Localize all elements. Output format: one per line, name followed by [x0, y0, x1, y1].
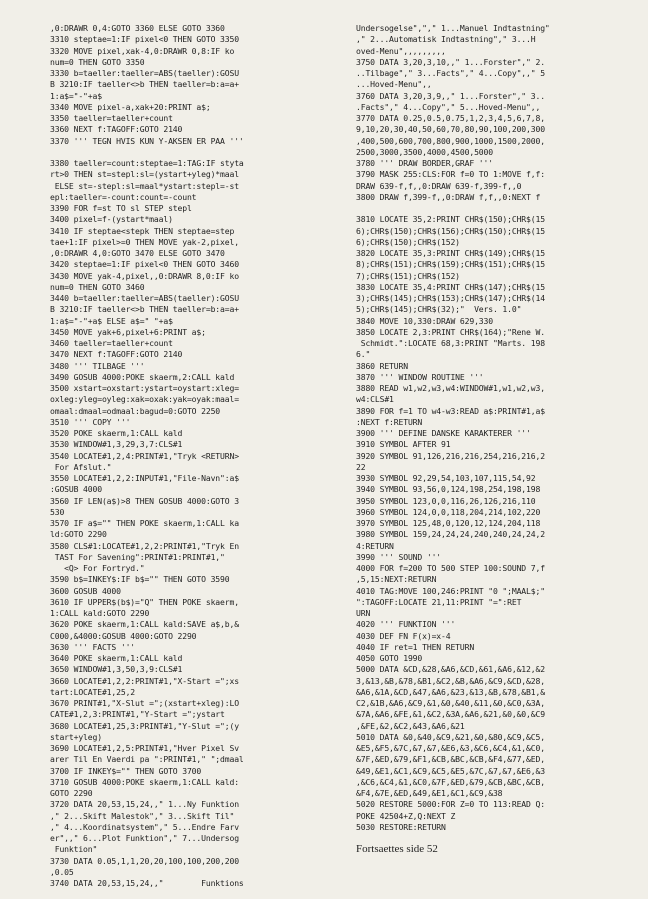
code-line: oxleg:yleg=oyleg:xak=oxak:yak=oyak:maal=	[50, 394, 239, 405]
code-line: ELSE st=-stepl:sl=maal*ystart:stepl=-st	[50, 180, 239, 191]
code-line: w4:CLS#1	[356, 394, 394, 405]
code-line: ,&FE,&2,&C2,&43,&A6,&21	[356, 720, 465, 731]
code-line: 3670 PRINT#1,"X-Slut =";(xstart+xleg):LO	[50, 698, 239, 708]
code-line: ..Tilbage"," 3...Facts"," 4...Copy",," 5	[356, 68, 545, 78]
code-line: 9,10,20,30,40,50,60,70,80,90,100,200,300	[356, 124, 545, 135]
code-line: tart:LOCATE#1,25,2	[50, 686, 136, 697]
code-line: 3820 LOCATE 35,3:PRINT CHR$(149);CHR$(15	[356, 248, 545, 258]
code-line: 3510 ''' COPY '''	[50, 416, 131, 427]
code-line: 3850 LOCATE 2,3:PRINT CHR$(164);"Rene W.	[356, 326, 545, 337]
code-line: 3600 GOSUB 4000	[50, 585, 121, 596]
code-line: TAST For Savening":PRINT#1:PRINT#1,"	[50, 551, 225, 562]
code-line: 3530 WINDOW#1,3,29,3,7:CLS#1	[50, 439, 183, 450]
code-line: &E5,&F5,&7C,&7,&7,&E6,&3,&C6,&C4,&1,&C0,	[356, 743, 545, 753]
code-line: er",," 6...Plot Funktion"," 7...Undersog	[50, 833, 239, 843]
code-line: 3630 ''' FACTS '''	[50, 641, 136, 652]
code-line: 1:a$="-"+a$ ELSE a$=" "+a$	[50, 315, 173, 326]
code-line: GOTO 2290	[50, 788, 93, 798]
code-line: 3490 GOSUB 4000:POKE skaerm,2:CALL kald	[50, 371, 235, 382]
code-line: 3,&13,&B,&78,&B1,&C2,&B,&A6,&C9,&CD,&28,	[356, 675, 545, 686]
code-line: ," 2...Automatisk Indtastning"," 3...H	[356, 34, 536, 45]
code-line: :GOSUB 4000	[50, 484, 102, 495]
code-line: 3550 LOCATE#1,2,2:INPUT#1,"File-Navn":a$	[50, 473, 239, 483]
code-line: 3430 MOVE yak-4,pixel,,0:DRAWR 8,0:IF ko	[50, 270, 239, 281]
code-line: 3390 FOR f=st TO sl STEP stepl	[50, 203, 192, 213]
code-line: ld:GOTO 2290	[50, 529, 107, 540]
code-line: 3800 DRAW f,399-f,,0:DRAW f,f,,0:NEXT f	[356, 191, 541, 202]
code-line: 3440 b=taeller:taeller=ABS(taeller):GOSU	[50, 293, 239, 303]
code-line: 3860 RETURN	[356, 360, 408, 371]
code-line: rt>0 THEN st=stepl:sl=(ystart+yleg)*maal	[50, 169, 239, 180]
code-line: tae+1:IF pixel>=0 THEN MOVE yak-2,pixel,	[50, 236, 239, 247]
code-line: 4050 GOTO 1990	[356, 653, 423, 663]
code-line: DRAW 639-f,f,,0:DRAW 639-f,399-f,,0	[356, 180, 522, 191]
code-line: 3880 READ w1,w2,w3,w4:WINDOW#1,w1,w2,w3,	[356, 383, 545, 393]
code-line: 3400 pixel=f-(ystart*maal)	[50, 214, 173, 225]
code-line: 3950 SYMBOL 123,0,0,116,26,126,216,110	[356, 495, 536, 506]
code-line: 6."	[356, 349, 371, 360]
code-line: 1:CALL kald:GOTO 2290	[50, 608, 150, 618]
code-line: 5);CHR$(145);CHR$(32);" Vers. 1.0"	[356, 304, 522, 315]
code-line: 3370 ''' TEGN HVIS KUN Y-AKSEN ER PAA '''	[50, 135, 244, 146]
code-line: B 3210:IF taeller<>b THEN taeller=b:a=a+	[50, 79, 239, 90]
code-line: ," 4...Koordinatsystem"," 5...Endre Farv	[50, 821, 239, 832]
code-line: 3770 DATA 0.25,0.5,0.75,1,2,3,4,5,6,7,8,	[356, 113, 545, 123]
code-line: ,5,15:NEXT:RETURN	[356, 574, 437, 585]
code-line: B 3210:IF taeller<>b THEN taeller=b:a=a+	[50, 304, 239, 315]
code-line: C000,&4000:GOSUB 4000:GOTO 2290	[50, 630, 197, 641]
code-line: oved-Menu",,,,,,,,,	[356, 45, 446, 56]
code-line: 4040 IF ret=1 THEN RETURN	[356, 641, 475, 652]
code-line: 1:a$="-"+a$	[50, 90, 102, 101]
code-line: 5030 RESTORE:RETURN	[356, 821, 446, 832]
code-line: ,&C6,&C4,&1,&C0,&7F,&ED,&79,&CB,&BC,&CB,	[356, 776, 545, 787]
code-line: 3660 LOCATE#1,2,2:PRINT#1,"X-Start =";xs	[50, 675, 239, 686]
code-line: .Facts"," 4...Copy"," 5...Hoved-Menu",,	[356, 101, 541, 112]
code-line: 3340 MOVE pixel-a,xak+20:PRINT a$;	[50, 101, 211, 112]
code-line: CATE#1,2,3:PRINT#1,"Y-Start =";ystart	[50, 709, 225, 720]
code-line: ,0:DRAWR 4,0:GOTO 3470 ELSE GOTO 3470	[50, 248, 225, 258]
code-line: 3330 b=taeller:taeller=ABS(taeller):GOSU	[50, 68, 239, 78]
right-code-column	[356, 23, 622, 856]
code-line: ,400,500,600,700,800,900,1000,1500,2000,	[356, 135, 545, 146]
code-line: 3970 SYMBOL 125,48,0,120,12,124,204,118	[356, 518, 541, 528]
code-line: ...Hoved-Menu",,	[356, 79, 432, 90]
code-line: 3620 POKE skaerm,1:CALL kald:SAVE a$,b,&	[50, 619, 239, 630]
code-line: 3690 LOCATE#1,2,5:PRINT#1,"Hver Pixel Sv	[50, 743, 239, 753]
code-line: 3650 WINDOW#1,3,50,3,9:CLS#1	[50, 664, 183, 675]
code-line: 3470 NEXT f:TAGOFF:GOTO 2140	[50, 349, 183, 360]
code-line: 3980 SYMBOL 159,24,24,24,240,240,24,24,2	[356, 529, 545, 540]
code-line: 6);CHR$(150);CHR$(152)	[356, 236, 460, 247]
code-line: 3580 CLS#1:LOCATE#1,2,2:PRINT#1,"Tryk En	[50, 540, 239, 551]
code-line: 3310 steptae=1:IF pixel<0 THEN GOTO 3350	[50, 34, 239, 45]
code-line: 3700 IF INKEY$="" THEN GOTO 3700	[50, 765, 202, 776]
code-line: 3810 LOCATE 35,2:PRINT CHR$(150);CHR$(15	[356, 214, 545, 225]
code-line: 3840 MOVE 10,330:DRAW 629,330	[356, 315, 493, 326]
code-line: arer Til En Vaerdi pa ":PRINT#1," ";dmaal	[50, 754, 244, 765]
code-line: URN	[356, 608, 371, 618]
code-line: 3410 IF steptae<stepk THEN steptae=step	[50, 225, 235, 236]
code-line: 3760 DATA 3,20,3,9,," 1...Forster"," 3..	[356, 90, 545, 101]
code-line: 3420 steptae=1:IF pixel<0 THEN GOTO 3460	[50, 259, 239, 270]
code-line: 5000 DATA &CD,&28,&A6,&CD,&61,&A6,&12,&2	[356, 664, 545, 675]
code-line: omaal:dmaal=odmaal:bagud=0:GOTO 2250	[50, 405, 221, 416]
code-line: Undersogelse","," 1...Manuel Indtastning"	[356, 23, 550, 33]
code-line: ,0.05	[50, 866, 74, 877]
code-line: &49,&E1,&C1,&C9,&C5,&E5,&7C,&7,&7,&E6,&3	[356, 765, 545, 776]
code-line: 3790 MASK 255:CLS:FOR f=0 TO 1:MOVE f,f:	[356, 169, 545, 180]
code-line: 3540 LOCATE#1,2,4:PRINT#1,"Tryk <RETURN>	[50, 450, 239, 461]
code-line	[50, 147, 326, 158]
code-line: &A6,&1A,&CD,&47,&A6,&23,&13,&B,&78,&B1,&	[356, 686, 545, 697]
code-line: 3720 DATA 20,53,15,24,," 1...Ny Funktion	[50, 799, 239, 810]
code-line: &7A,&A6,&FE,&1,&C2,&3A,&A6,&21,&0,&0,&C9	[356, 709, 545, 720]
code-line: num=0 THEN GOTO 3350	[50, 56, 145, 67]
code-line: 3870 ''' WINDOW ROUTINE '''	[356, 371, 484, 382]
code-line: 3920 SYMBOL 91,126,216,216,254,216,216,2	[356, 450, 545, 461]
right-code-lines	[356, 23, 622, 833]
code-line: 4000 FOR f=200 TO 500 STEP 100:SOUND 7,f	[356, 563, 545, 573]
code-line: 4:RETURN	[356, 540, 394, 551]
code-line: 3960 SYMBOL 124,0,0,118,204,214,102,220	[356, 506, 541, 517]
code-line: 3590 b$=INKEY$:IF b$="" THEN GOTO 3590	[50, 574, 230, 585]
code-line: C2,&1B,&A6,&C9,&1,&0,&40,&11,&0,&C0,&3A,	[356, 698, 545, 708]
code-line: 3680 LOCATE#1,25,3:PRINT#1,"Y-Slut =";(y	[50, 720, 239, 731]
code-line: 3500 xstart=oxstart:ystart=oystart:xleg=	[50, 383, 239, 393]
code-line: Funktion"	[50, 844, 98, 855]
code-line: 3350 taeller=taeller+count	[50, 113, 173, 123]
code-line: 3610 IF UPPER$(b$)="Q" THEN POKE skaerm,	[50, 596, 239, 607]
code-line: <Q> For Fortryd."	[50, 563, 145, 573]
code-line: 3380 taeller=count:steptae=1:TAG:IF styta	[50, 158, 244, 168]
code-line: 530	[50, 506, 65, 517]
code-line: 3710 GOSUB 4000:POKE skaerm,1:CALL kald:	[50, 776, 239, 787]
code-line: ":TAGOFF:LOCATE 21,11:PRINT "=":RET	[356, 596, 522, 607]
code-line: POKE 42504+Z,Q:NEXT Z	[356, 810, 456, 821]
code-line: &7F,&ED,&79,&F1,&CB,&BC,&CB,&F4,&77,&ED,	[356, 754, 545, 765]
code-line: 4020 ''' FUNKTION '''	[356, 619, 456, 630]
code-line: 3940 SYMBOL 93,56,0,124,198,254,198,198	[356, 484, 541, 495]
code-line: 4010 TAG:MOVE 100,246:PRINT "0 ";MAAL$;"	[356, 585, 545, 596]
code-line: 3320 MOVE pixel,xak-4,0:DRAWR 0,8:IF ko	[50, 45, 235, 56]
code-line: 4030 DEF FN F(x)=x-4	[356, 630, 451, 641]
code-line: 3450 MOVE yak+6,pixel+6:PRINT a$;	[50, 326, 206, 337]
continued-note: Fortsaettes side 52	[356, 843, 438, 855]
code-line: 3990 ''' SOUND '''	[356, 551, 442, 562]
code-line: start+yleg)	[50, 731, 102, 742]
code-line: 3520 POKE skaerm,1:CALL kald	[50, 428, 183, 438]
code-line: 5010 DATA &0,&40,&C9,&21,&0,&80,&C9,&C5,	[356, 731, 545, 742]
code-line: 3360 NEXT f:TAGOFF:GOTO 2140	[50, 124, 183, 135]
code-line: 3730 DATA 0.05,1,1,20,20,100,100,200,200	[50, 855, 239, 866]
code-line: 3480 ''' TILBAGE '''	[50, 360, 145, 371]
code-line: ,0:DRAWR 0,4:GOTO 3360 ELSE GOTO 3360	[50, 23, 225, 33]
code-line	[356, 203, 622, 214]
code-line: :NEXT f:RETURN	[356, 416, 423, 427]
code-line: 3780 ''' DRAW BORDER,GRAF '''	[356, 158, 493, 168]
code-line: 2500,3000,3500,4000,4500,5000	[356, 146, 493, 157]
code-line: 5020 RESTORE 5000:FOR Z=0 TO 113:READ Q:	[356, 799, 545, 810]
code-line: 3740 DATA 20,53,15,24,," Funktions	[50, 878, 244, 888]
code-line: num=0 THEN GOTO 3460	[50, 281, 145, 292]
code-line: ," 2...Skift Malestok"," 3...Skift Til"	[50, 810, 235, 821]
code-line: 22	[356, 461, 366, 472]
code-line: 3460 taeller=taeller+count	[50, 338, 173, 348]
code-line: For Afslut."	[50, 461, 112, 472]
code-line: 3640 POKE skaerm,1:CALL kald	[50, 653, 183, 663]
code-line: &F4,&7E,&ED,&49,&E1,&C1,&C9,&38	[356, 788, 503, 798]
code-line: 3);CHR$(145);CHR$(153);CHR$(147);CHR$(14	[356, 293, 545, 303]
code-line: 3830 LOCATE 35,4:PRINT CHR$(147);CHR$(15	[356, 281, 545, 292]
code-line: 7);CHR$(151);CHR$(152)	[356, 270, 460, 281]
code-line: epl:taeller=-count:count=-count	[50, 191, 197, 202]
code-line: 3750 DATA 3,20,3,10,," 1...Forster"," 2.	[356, 56, 545, 67]
left-code-column	[50, 23, 326, 889]
code-line: Schmidt.":LOCATE 68,3:PRINT "Marts. 198	[356, 338, 545, 348]
code-line: 3900 ''' DEFINE DANSKE KARAKTERER '''	[356, 428, 531, 438]
code-line: 8);CHR$(151);CHR$(159);CHR$(151);CHR$(15	[356, 259, 545, 270]
code-line: 3570 IF a$="" THEN POKE skaerm,1:CALL ka	[50, 518, 239, 528]
code-line: 6);CHR$(150);CHR$(156);CHR$(150);CHR$(15	[356, 225, 545, 236]
code-line: 3930 SYMBOL 92,29,54,103,107,115,54,92	[356, 473, 536, 483]
code-line: 3560 IF LEN(a$)>8 THEN GOSUB 4000:GOTO 3	[50, 495, 239, 506]
code-line: 3910 SYMBOL AFTER 91	[356, 439, 451, 450]
code-line: 3890 FOR f=1 TO w4-w3:READ a$:PRINT#1,a$	[356, 405, 545, 416]
